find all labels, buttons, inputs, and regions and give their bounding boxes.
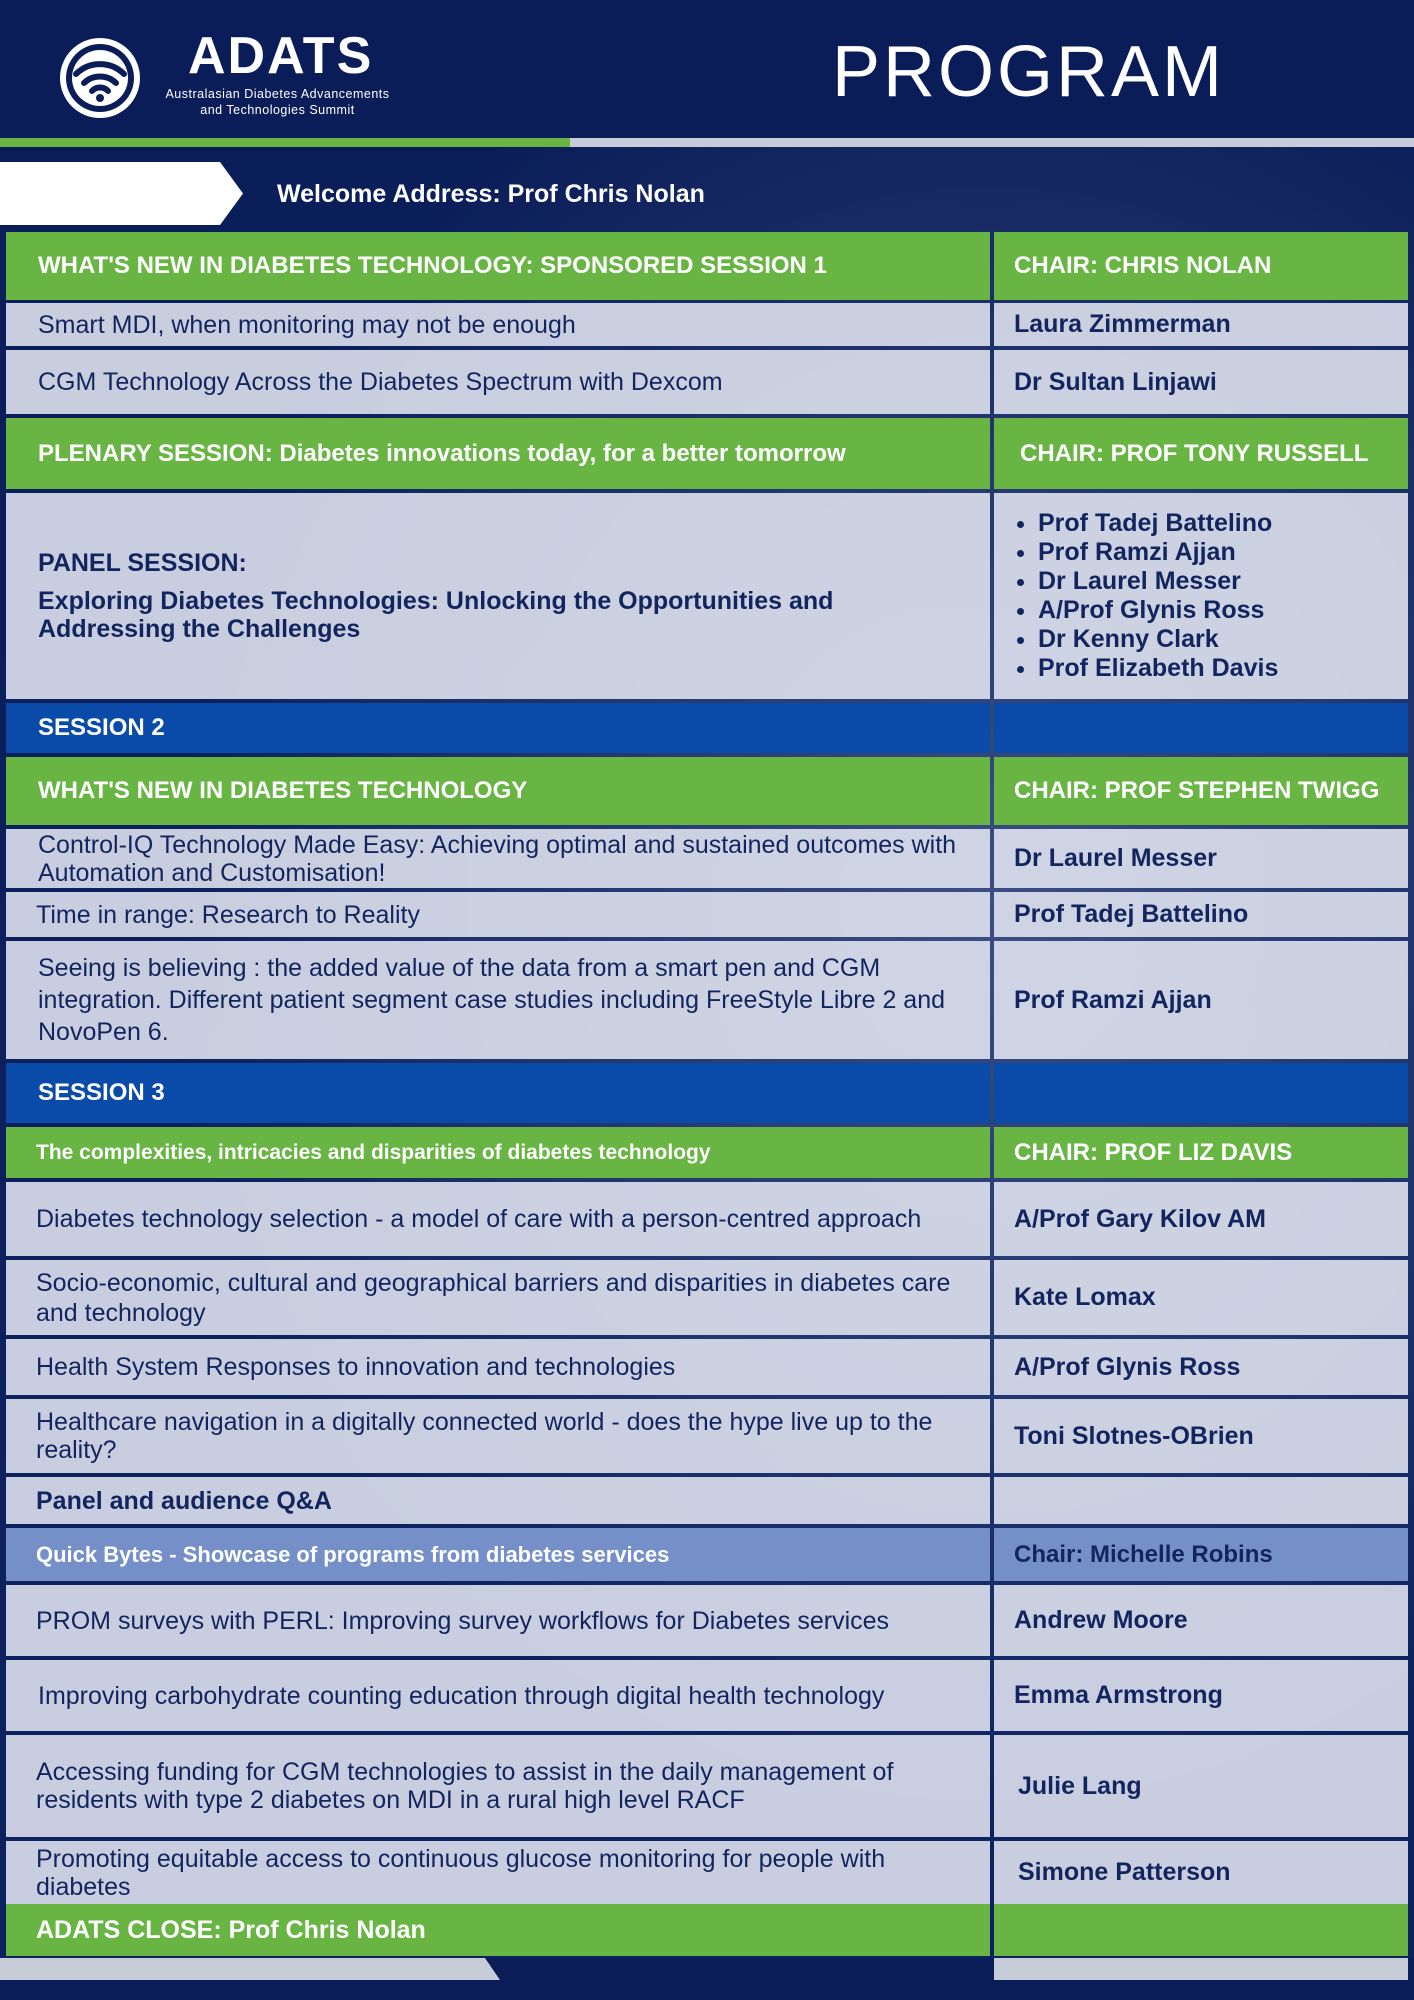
session-chair: CHAIR: PROF LIZ DAVIS [1014, 1138, 1293, 1166]
talk-title: Promoting equitable access to continuous glucose monitoring for people with diabetes [36, 1844, 886, 1901]
talk-speaker: Emma Armstrong [1014, 1681, 1223, 1709]
welcome-arrow-shape [0, 162, 243, 225]
talk-row [6, 892, 1408, 937]
logo-subtitle-line1: Australasian Diabetes Advancements [165, 87, 390, 101]
panelist-item: • Prof Elizabeth Davis [1038, 654, 1278, 683]
logo-subtitle [150, 86, 405, 118]
session-header-row [6, 757, 1408, 825]
session-chair: CHAIR: CHRIS NOLAN [1014, 252, 1272, 279]
talk-speaker: Dr Laurel Messer [1014, 844, 1217, 872]
talk-row [6, 829, 1408, 888]
talk-speaker: Andrew Moore [1014, 1606, 1188, 1634]
panelist-item: • Dr Laurel Messer [1038, 567, 1278, 596]
header-stripe-light [570, 138, 1414, 147]
panelist-item: • Prof Tadej Battelino [1038, 509, 1278, 538]
logo-title: ADATS [188, 27, 374, 85]
talk-speaker: A/Prof Gary Kilov AM [1014, 1204, 1266, 1233]
session-divider-row [6, 1063, 1408, 1123]
session-header-row [6, 232, 1408, 300]
page-title: PROGRAM [832, 32, 1226, 112]
footer-stripe-right [994, 1958, 1408, 1980]
talk-row [6, 941, 1408, 1059]
logo-subtitle-line2: and Technologies Summit [200, 103, 355, 117]
talk-title: Improving carbohydrate counting education through digital health technology [38, 1681, 885, 1710]
session-chair: Chair: Michelle Robins [1014, 1540, 1273, 1568]
talk-title: Smart MDI, when monitoring may not be enough [38, 310, 576, 339]
talk-speaker: Julie Lang [1018, 1771, 1142, 1800]
session-header-row [6, 1127, 1408, 1178]
session-label: SESSION 3 [38, 1079, 165, 1106]
session-label: SESSION 2 [38, 714, 165, 741]
talk-title: PROM surveys with PERL: Improving survey workflows for Diabetes services [36, 1606, 890, 1635]
footer-stripe-left [0, 1958, 500, 1980]
session-header-row [6, 418, 1408, 489]
wifi-signal-icon [60, 38, 140, 118]
qa-label: Panel and audience Q&A [36, 1486, 332, 1515]
panelist-item: • Dr Kenny Clark [1038, 625, 1278, 654]
talk-row [6, 1339, 1408, 1395]
talk-speaker: Prof Tadej Battelino [1014, 900, 1249, 928]
talk-speaker: Kate Lomax [1014, 1283, 1156, 1311]
talk-speaker: Toni Slotnes-OBrien [1014, 1421, 1254, 1450]
talk-speaker: Prof Ramzi Ajjan [1014, 985, 1212, 1014]
talk-title: Diabetes technology selection - a model of care with a person-centred approach [36, 1205, 922, 1233]
talk-speaker: Dr Sultan Linjawi [1014, 367, 1217, 396]
talk-row [6, 1585, 1408, 1656]
talk-row [6, 1182, 1408, 1256]
talk-title: Healthcare navigation in a digitally connected world - does the hype live up to the reality? [36, 1408, 933, 1464]
talk-title: Health System Responses to innovation and technologies [36, 1353, 676, 1381]
session-divider-row [6, 703, 1408, 753]
session-chair: CHAIR: PROF TONY RUSSELL [1020, 439, 1369, 467]
session-chair: CHAIR: PROF STEPHEN TWIGG [1014, 777, 1380, 804]
welcome-address: Welcome Address: Prof Chris Nolan [277, 180, 705, 208]
quick-bytes-header-row [6, 1528, 1408, 1581]
talk-row [6, 1841, 1408, 1904]
session-title: WHAT'S NEW IN DIABETES TECHNOLOGY [38, 777, 528, 804]
talk-row [6, 1660, 1408, 1731]
talk-speaker: Simone Patterson [1018, 1858, 1231, 1886]
talk-row [6, 1399, 1408, 1473]
talk-speaker: A/Prof Glynis Ross [1014, 1352, 1241, 1381]
closing-row [6, 1904, 1408, 1956]
talk-row [6, 303, 1408, 346]
talk-row [6, 1735, 1408, 1837]
closing-title: ADATS CLOSE: Prof Chris Nolan [36, 1915, 426, 1944]
panel-topic: Exploring Diabetes Technologies: Unlocking the Opportunities and Addressing the Challenges [38, 587, 834, 643]
talk-title: Time in range: Research to Reality [36, 900, 420, 929]
panelist-list [1006, 509, 1278, 683]
qa-row [6, 1477, 1408, 1524]
panel-session-row [6, 493, 1408, 699]
session-title: PLENARY SESSION: Diabetes innovations today, for a better tomorrow [38, 439, 846, 467]
panelist-item: • A/Prof Glynis Ross [1038, 596, 1278, 625]
talk-title: Control-IQ Technology Made Easy: Achieving optimal and sustained outcomes with Automation and Customisation! [38, 830, 957, 887]
talk-title: Seeing is believing : the added value of the data from a smart pen and CGM integration. Different patient segment case studies including FreeStyle Libre 2 and NovoPen 6. [38, 954, 946, 1046]
talk-row [6, 1260, 1408, 1335]
talk-title: Socio-economic, cultural and geographical barriers and disparities in diabetes care and technology [36, 1268, 951, 1327]
session-title: The complexities, intricacies and disparities of diabetes technology [36, 1140, 711, 1164]
session-title: WHAT'S NEW IN DIABETES TECHNOLOGY: SPONSORED SESSION 1 [38, 252, 827, 279]
panelist-item: • Prof Ramzi Ajjan [1038, 538, 1278, 567]
talk-speaker: Laura Zimmerman [1014, 310, 1231, 338]
session-title: Quick Bytes - Showcase of programs from diabetes services [36, 1541, 670, 1567]
talk-title: CGM Technology Across the Diabetes Spectrum with Dexcom [38, 368, 723, 396]
header-stripe-green [0, 138, 570, 147]
panel-label: PANEL SESSION: [38, 549, 247, 577]
talk-row [6, 350, 1408, 414]
talk-title: Accessing funding for CGM technologies to assist in the daily management of residents with type 2 diabetes on MDI in a rural high level RACF [36, 1758, 894, 1814]
